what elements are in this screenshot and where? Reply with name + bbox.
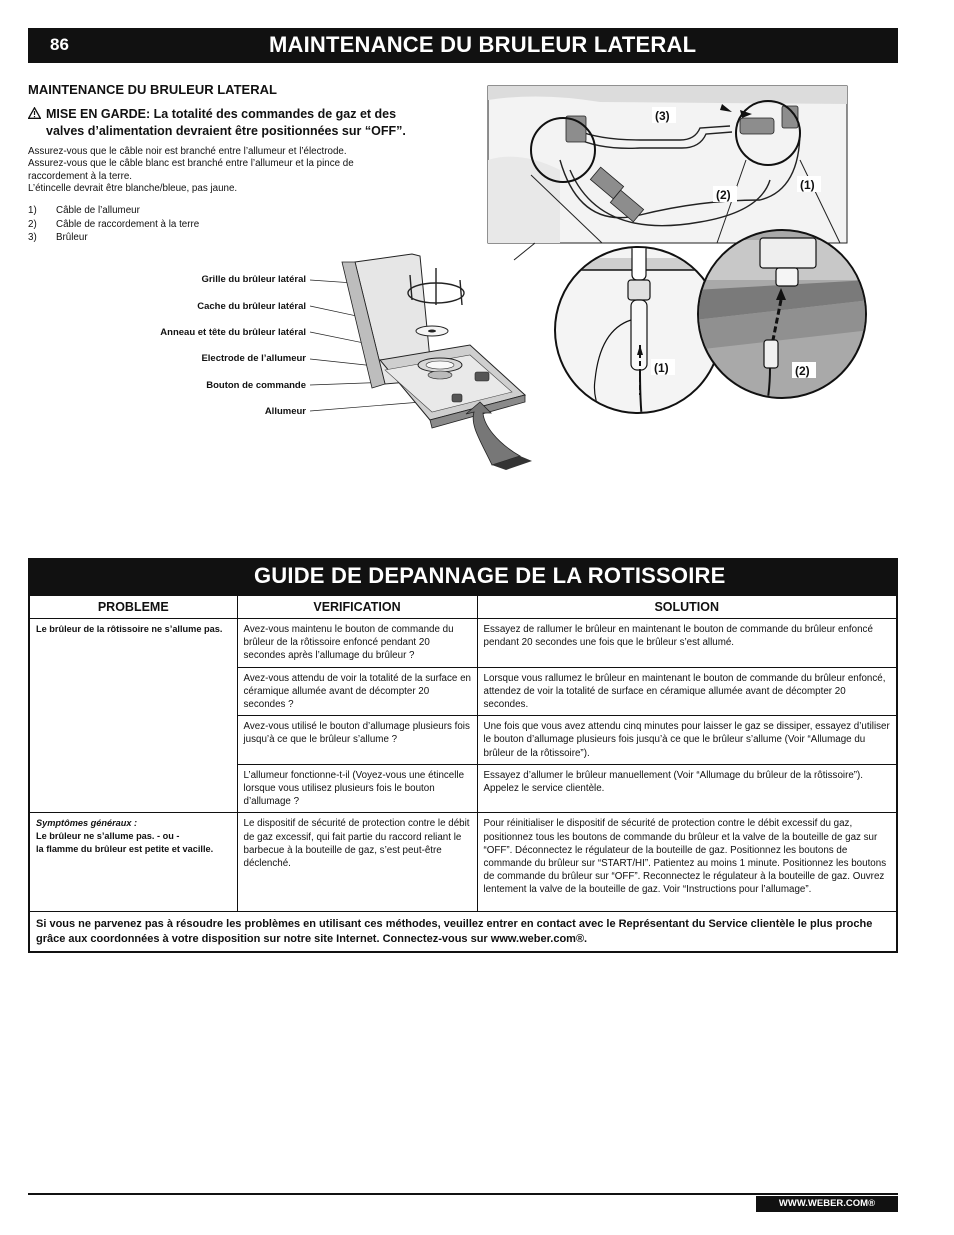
instruction-line: Assurez-vous que le câble noir est branché entre l’allumeur et l’électrode. (28, 146, 347, 157)
solution-cell: Une fois que vous avez attendu cinq minutes pour laisser le gaz se dissiper, essayez d’utiliser le bouton d’allumage plusieurs fois jusqu’à ce que le brûleur s’allume (Voir “Allumage du brûleur de la rôtissoire”). (477, 716, 897, 765)
label-igniter: Allumeur (264, 406, 306, 417)
label-burner-cap: Cache du brûleur latéral (197, 301, 306, 312)
label-burner-ring-head: Anneau et tête du brûleur latéral (160, 327, 306, 338)
push-arrow-illustration (466, 402, 532, 470)
legend-item: 2) Câble de raccordement à la terre (28, 218, 200, 230)
callout-2: (2) (716, 188, 731, 202)
problem-cell: Le brûleur de la rôtissoire ne s’allume pas. (29, 619, 237, 813)
verification-cell: Avez-vous maintenu le bouton de commande du brûleur de la rôtissoire enfoncé pendant 20 secondes après l’allumage du brûleur ? (237, 619, 477, 668)
instruction-line: raccordement à la terre. (28, 170, 133, 182)
problem-cell (29, 813, 237, 912)
callout-1-zoom: (1) (654, 361, 669, 375)
verification-cell: Avez-vous attendu de voir la totalité de la surface en céramique allumée avant de décompter 20 secondes ? (237, 667, 477, 716)
verification-cell: Avez-vous utilisé le bouton d’allumage plusieurs fois jusqu’à ce que le brûleur s’allume ? (237, 716, 477, 765)
website-badge: WWW.WEBER.COM® (756, 1196, 898, 1212)
problem-text: la flamme du brûleur est petite et vacille. (36, 843, 214, 854)
table-row (29, 813, 897, 912)
legend-item: 1) Câble de l’allumeur (28, 205, 140, 216)
solution-cell: Essayez de rallumer le brûleur en maintenant le bouton de commande du brûleur enfoncé pendant 20 secondes une fois que le brûleur s’est allumé. (477, 619, 897, 668)
column-header: PROBLEME (29, 595, 237, 619)
column-header: SOLUTION (477, 595, 897, 619)
side-burner-body-illustration (380, 345, 525, 428)
table-row (29, 619, 897, 668)
solution-cell: Essayez d’allumer le brûleur manuellement (Voir “Allumage du brûleur de la rôtissoire”). Appelez le service clientèle. (477, 764, 897, 813)
table-header-row (29, 595, 897, 619)
page-number: 86 (50, 35, 69, 54)
label-burner-grate: Grille du brûleur latéral (201, 274, 306, 285)
contact-note: Si vous ne parvenez pas à résoudre les problèmes en utilisant ces méthodes, veuillez entrer en contact avec le Représentant du Service clientèle le plus proche grâce aux coordonnées à votre disposition sur notre site Internet. Connectez-vous sur www.weber.com®. (29, 912, 897, 953)
guide-title: GUIDE DE DEPANNAGE DE LA ROTISSOIRE (254, 563, 726, 588)
section-heading: MAINTENANCE DU BRULEUR LATERAL (28, 82, 277, 97)
verification-cell: Le dispositif de sécurité de protection contre le débit de gaz excessif, qui fait partie du raccord reliant le barbecue à la bouteille de gaz, s’est peut-être déclenché. (237, 813, 477, 912)
guide-header-bar (28, 558, 898, 594)
solution-cell: Pour réinitialiser le dispositif de sécurité de protection contre le débit excessif du gaz, positionnez tous les boutons de commande du brûleur et la valve de la bouteille de gaz sur “OFF”. Déconnectez le régulateur de la bouteille de gaz. Positionnez les boutons de commande du brûleur sur “START/HI”. Patientez au moins 1 minute. Positionnez les boutons de commande du brûleur sur “OFF”. Reconnectez le régulateur à la bouteille de gaz. Ouvrez lentement la valve de la bouteille de gaz. Voir “Instructions pour l’allumage”. (477, 813, 897, 912)
solution-cell: Lorsque vous rallumez le brûleur en maintenant le bouton de commande du brûleur enfoncé, attendez de voir la totalité de surface en céramique allumée avant de décompter 20 secondes. (477, 667, 897, 716)
page-title: MAINTENANCE DU BRULEUR LATERAL (269, 32, 697, 57)
ground-clip-zoom-illustration (695, 230, 875, 410)
label-igniter-electrode: Electrode de l’allumeur (201, 353, 306, 364)
verification-cell: L’allumeur fonctionne-t-il (Voyez-vous une étincelle lorsque vous utilisez plusieurs fois le bouton d’allumage ? (237, 764, 477, 813)
callout-3: (3) (655, 109, 670, 123)
callout-1: (1) (800, 178, 815, 192)
callout-2-zoom: (2) (795, 364, 810, 378)
instruction-line: Assurez-vous que le câble blanc est branché entre l’allumeur et la pince de (28, 158, 354, 170)
problem-subtitle: Symptômes généraux : (36, 818, 138, 829)
troubleshooting-table (28, 594, 898, 953)
instruction-line: L’étincelle devrait être blanche/bleue, pas jaune. (28, 183, 238, 195)
label-control-knob: Bouton de commande (206, 380, 306, 391)
warning-text-line1: MISE EN GARDE: La totalité des commandes de gaz et des (46, 107, 397, 121)
column-header: VERIFICATION (237, 595, 477, 619)
legend-item: 3) Brûleur (28, 232, 88, 243)
footer-rule (28, 1193, 898, 1195)
table-footer-row (29, 912, 897, 953)
warning-text-line2: valves d’alimentation devraient être positionnées sur “OFF”. (46, 124, 406, 138)
side-burner-diagram (0, 0, 954, 540)
problem-text: Le brûleur ne s’allume pas. - ou - (36, 831, 180, 842)
